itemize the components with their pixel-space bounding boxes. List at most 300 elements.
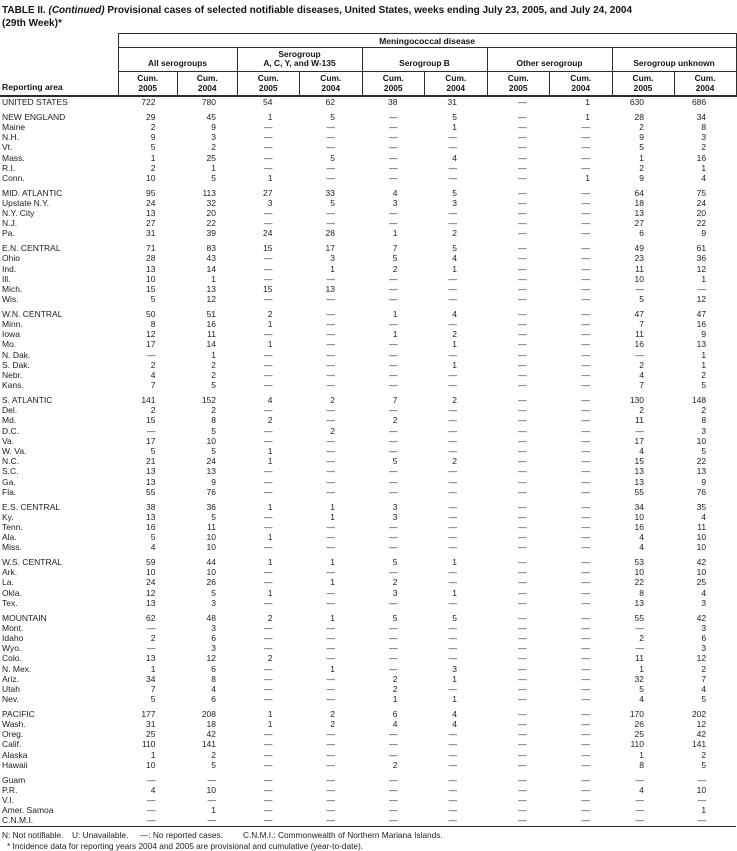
value-cell: 6 (211, 663, 216, 674)
value-cell: — (518, 805, 527, 816)
value-cell: — (448, 283, 457, 294)
value-cell: — (581, 446, 590, 456)
value-cell: — (581, 329, 590, 340)
value-cell: — (581, 521, 590, 532)
value-cell: — (518, 622, 527, 633)
value-cell: — (581, 319, 590, 330)
value-cell: 5 (639, 683, 644, 694)
value-cell: 29 (146, 111, 156, 122)
value-cell: — (518, 683, 527, 694)
value-cell: 1 (392, 308, 398, 319)
value-cell: — (518, 673, 527, 684)
reporting-area-cell: N.C. (2, 456, 19, 467)
value-cell: — (147, 643, 156, 654)
value-cell: — (581, 435, 590, 446)
value-cell: 1 (150, 749, 156, 760)
value-cell: 32 (206, 197, 216, 208)
table-row (0, 173, 736, 183)
value-cell: 49 (634, 243, 644, 254)
value-cell: 13 (206, 283, 216, 294)
value-cell: 1 (330, 511, 335, 522)
value-cell: — (389, 532, 398, 543)
value-cell: 1 (267, 501, 273, 512)
footnotes (0, 830, 737, 851)
value-cell: — (612, 815, 674, 826)
value-cell: — (326, 749, 335, 760)
value-cell: — (389, 597, 398, 608)
value-cell: — (581, 456, 590, 467)
value-cell: — (326, 162, 335, 173)
value-cell: 2 (392, 673, 398, 684)
reporting-area-cell: Pa. (2, 228, 15, 239)
value-cell: 25 (634, 729, 644, 740)
value-cell: — (326, 774, 335, 785)
value-cell: 5 (452, 111, 457, 122)
value-cell: — (326, 456, 335, 467)
value-cell: — (518, 759, 527, 770)
value-cell: — (264, 511, 273, 522)
value-cell: 3 (701, 622, 707, 633)
value-cell: — (264, 142, 273, 153)
value-cell: — (448, 643, 457, 654)
table-row (0, 370, 736, 380)
value-cell: 10 (634, 273, 644, 284)
value-cell: — (581, 208, 590, 219)
table-row (0, 339, 736, 349)
value-cell: 10 (146, 172, 156, 183)
value-cell: — (581, 132, 590, 143)
reporting-area-cell: Guam (2, 774, 26, 785)
value-cell: — (518, 784, 527, 795)
value-cell: — (518, 218, 527, 229)
value-cell: 13 (634, 208, 644, 219)
value-cell: 6 (392, 708, 398, 719)
value-cell: 13 (146, 476, 156, 487)
value-cell: — (518, 501, 527, 512)
value-cell: — (581, 273, 590, 284)
value-cell: 1 (330, 557, 335, 568)
value-cell: 5 (392, 612, 398, 623)
value-cell: — (264, 486, 273, 497)
value-cell: 22 (696, 456, 707, 467)
value-cell: — (635, 805, 644, 816)
value-cell: 2 (701, 370, 707, 381)
cum-year-header: Cum. 2004 (178, 72, 238, 97)
value-cell: 16 (696, 319, 707, 330)
value-cell: — (697, 283, 707, 294)
value-cell: — (264, 121, 273, 132)
reporting-area-cell: La. (2, 577, 14, 588)
value-cell: 6 (701, 632, 707, 643)
value-cell: — (326, 597, 335, 608)
cum-year-header: Cum. 2005 (237, 72, 300, 97)
value-cell: 1 (452, 557, 457, 568)
value-cell: 1 (330, 612, 335, 623)
value-cell: — (518, 739, 527, 750)
value-cell: 7 (701, 673, 707, 684)
reporting-area-cell: N. Dak. (2, 349, 31, 360)
value-cell: — (448, 319, 457, 330)
value-cell: — (264, 208, 273, 219)
value-cell: 5 (150, 294, 156, 305)
value-cell: 2 (452, 228, 457, 239)
table-row (0, 729, 736, 739)
value-cell: 47 (634, 308, 644, 319)
value-cell: — (518, 415, 527, 426)
table-row (0, 426, 736, 436)
value-cell: 31 (146, 719, 156, 730)
value-cell: 2 (392, 415, 398, 426)
value-cell: — (326, 567, 335, 578)
value-cell: 64 (634, 187, 644, 198)
table-row (0, 557, 736, 567)
table-row (0, 512, 736, 522)
value-cell: — (518, 132, 527, 143)
value-cell: 2 (150, 162, 156, 173)
value-cell: — (326, 319, 335, 330)
value-cell: 7 (639, 380, 644, 391)
table-row (0, 309, 736, 319)
value-cell: 5 (701, 380, 707, 391)
value-cell: 2 (701, 663, 707, 674)
value-cell: — (635, 643, 644, 654)
value-cell: — (518, 162, 527, 173)
table-row (0, 264, 736, 274)
value-cell: 141 (141, 394, 156, 405)
table-row (0, 487, 736, 497)
value-cell: 2 (639, 121, 644, 132)
value-cell: 1 (585, 97, 590, 107)
value-cell: — (581, 567, 590, 578)
reporting-area-cell: Miss. (2, 542, 22, 553)
value-cell: 208 (201, 708, 216, 719)
value-cell: — (389, 132, 398, 143)
value-cell: 20 (696, 208, 707, 219)
value-cell: 5 (330, 152, 335, 163)
value-cell: — (448, 805, 457, 816)
value-cell: — (448, 795, 457, 805)
value-cell: 59 (146, 557, 156, 568)
value-cell: — (147, 805, 156, 816)
value-cell: — (264, 795, 273, 805)
value-cell: 4 (701, 511, 707, 522)
value-cell: — (326, 653, 335, 664)
value-cell: — (389, 486, 398, 497)
value-cell: 34 (634, 501, 644, 512)
reporting-area-cell: MID. ATLANTIC (2, 187, 63, 198)
value-cell: — (518, 774, 527, 785)
value-cell: 1 (150, 663, 156, 674)
value-cell: 5 (211, 587, 216, 598)
reporting-area-cell: Wis. (2, 294, 19, 305)
value-cell: 12 (206, 653, 216, 664)
value-cell: 1 (452, 359, 457, 370)
value-cell: 36 (696, 253, 707, 264)
value-cell: 1 (392, 329, 398, 340)
value-cell: 152 (201, 394, 216, 405)
table-row (0, 163, 736, 173)
value-cell: — (264, 349, 273, 360)
value-cell: — (326, 349, 335, 360)
value-cell: — (518, 466, 527, 477)
value-cell: 45 (206, 111, 216, 122)
value-cell: 141 (201, 739, 216, 750)
value-cell: 3 (211, 132, 216, 143)
value-cell: 17 (325, 243, 335, 254)
value-cell: — (389, 653, 398, 664)
value-cell: 1 (267, 339, 273, 350)
value-cell: — (147, 425, 156, 436)
reporting-area-cell: Ark. (2, 567, 18, 578)
cum-year-header: Cum. 2004 (300, 72, 363, 97)
value-cell: — (448, 577, 457, 588)
column-group-header: Serogroup unknown (612, 48, 736, 72)
column-group-header: All serogroups (118, 48, 237, 72)
value-cell: — (581, 784, 590, 795)
value-cell: — (581, 370, 590, 381)
value-cell: — (550, 815, 613, 826)
value-cell: — (581, 142, 590, 153)
value-cell: 4 (150, 370, 156, 381)
table-row (0, 694, 736, 704)
value-cell: 31 (447, 97, 457, 107)
value-cell: 1 (701, 349, 707, 360)
reporting-area-cell: Ohio (2, 253, 20, 264)
table-row (0, 643, 736, 653)
value-cell: — (264, 597, 273, 608)
title-continued: (Continued) (48, 5, 105, 16)
value-cell: 2 (639, 162, 644, 173)
value-cell: 9 (701, 476, 707, 487)
value-cell: — (362, 815, 425, 826)
value-cell: 2 (330, 425, 335, 436)
table-row (0, 664, 736, 674)
value-cell: 1 (585, 111, 590, 122)
value-cell: — (326, 739, 335, 750)
disease-group-header: Meningococcal disease (118, 34, 736, 48)
value-cell: 1 (150, 152, 156, 163)
value-cell: 13 (146, 597, 156, 608)
value-cell: — (389, 774, 398, 785)
value-cell: 26 (206, 577, 216, 588)
value-cell: 148 (691, 394, 707, 405)
value-cell: — (518, 577, 527, 588)
value-cell: — (389, 380, 398, 391)
value-cell: — (518, 435, 527, 446)
value-cell: — (518, 283, 527, 294)
table-row (0, 674, 736, 684)
value-cell: — (264, 359, 273, 370)
value-cell: 141 (691, 739, 707, 750)
value-cell: — (697, 795, 707, 805)
value-cell: 2 (392, 683, 398, 694)
title-line1 (2, 5, 632, 16)
value-cell: — (448, 729, 457, 740)
value-cell: 12 (146, 329, 156, 340)
value-cell: — (326, 294, 335, 305)
value-cell: — (581, 622, 590, 633)
value-cell: — (581, 294, 590, 305)
value-cell: 10 (206, 532, 216, 543)
value-cell: 4 (639, 694, 644, 705)
value-cell: 110 (141, 739, 156, 750)
value-cell: — (326, 521, 335, 532)
value-cell: — (326, 784, 335, 795)
value-cell: 6 (211, 632, 216, 643)
value-cell: 2 (211, 142, 216, 153)
value-cell: 2 (267, 653, 273, 664)
reporting-area-cell: Calif. (2, 739, 22, 750)
value-cell: 13 (206, 466, 216, 477)
value-cell: — (389, 643, 398, 654)
table-row (0, 522, 736, 532)
value-cell: 1 (452, 121, 457, 132)
value-cell: — (518, 795, 527, 805)
value-cell: — (264, 622, 273, 633)
value-cell: 38 (146, 501, 156, 512)
value-cell: — (581, 197, 590, 208)
value-cell: — (448, 511, 457, 522)
value-cell: 2 (330, 394, 335, 405)
reporting-area-cell: Del. (2, 405, 18, 416)
footnote-legend (0, 830, 737, 840)
value-cell: — (581, 511, 590, 522)
reporting-area-cell: Md. (2, 415, 17, 426)
value-cell: — (264, 632, 273, 643)
value-cell: — (448, 142, 457, 153)
value-cell: 38 (388, 97, 398, 107)
value-cell: 3 (392, 197, 398, 208)
value-cell: — (518, 521, 527, 532)
value-cell: — (326, 435, 335, 446)
value-cell: — (581, 774, 590, 785)
value-cell: 28 (325, 228, 335, 239)
value-cell: 31 (146, 228, 156, 239)
value-cell: 5 (150, 694, 156, 705)
table-row (0, 613, 736, 623)
value-cell: 3 (211, 597, 216, 608)
table-row (0, 502, 736, 512)
value-cell: — (264, 673, 273, 684)
reporting-area-cell: Ariz. (2, 673, 19, 684)
value-cell: 4 (452, 719, 457, 730)
value-cell: 12 (696, 719, 707, 730)
value-cell: — (518, 243, 527, 254)
value-cell: 113 (202, 187, 216, 198)
reporting-area-cell: Colo. (2, 653, 22, 664)
value-cell: 26 (634, 719, 644, 730)
value-cell: — (581, 263, 590, 274)
value-cell: 3 (701, 132, 707, 143)
reporting-area-cell: Tex. (2, 597, 18, 608)
value-cell: — (581, 739, 590, 750)
value-cell: — (448, 162, 457, 173)
title-week: (29th Week)* (2, 18, 62, 29)
value-cell: 5 (211, 380, 216, 391)
reporting-area-cell: N.J. (2, 218, 18, 229)
reporting-area-cell: Mont. (2, 622, 24, 633)
reporting-area-cell: Ill. (2, 273, 11, 284)
value-cell: 1 (211, 805, 216, 816)
value-cell: 24 (146, 197, 156, 208)
value-cell: — (518, 253, 527, 264)
value-cell: 1 (211, 273, 216, 284)
value-cell: 8 (150, 319, 156, 330)
value-cell: 1 (267, 719, 273, 730)
value-cell: — (581, 805, 590, 816)
value-cell: — (389, 805, 398, 816)
reporting-area-cell: Mass. (2, 152, 25, 163)
table-row (0, 294, 736, 304)
value-cell: — (147, 622, 156, 633)
value-cell: 13 (146, 653, 156, 664)
value-cell: 62 (146, 612, 156, 623)
value-cell: — (425, 815, 488, 826)
table-row (0, 360, 736, 370)
value-cell: — (518, 653, 527, 664)
value-cell: 7 (150, 380, 156, 391)
reporting-area-cell: Va. (2, 435, 15, 446)
value-cell: — (264, 435, 273, 446)
reporting-area-cell: Tenn. (2, 521, 23, 532)
value-cell: — (448, 218, 457, 229)
value-cell: 170 (629, 708, 644, 719)
value-cell: 1 (330, 501, 335, 512)
value-cell: 35 (696, 501, 707, 512)
table-row (0, 477, 736, 487)
value-cell: 1 (330, 663, 335, 674)
reporting-area-cell: S. Dak. (2, 359, 30, 370)
value-cell: 4 (150, 784, 156, 795)
value-cell: 15 (263, 243, 273, 254)
value-cell: — (581, 683, 590, 694)
value-cell: 1 (585, 172, 590, 183)
table-row (0, 785, 736, 795)
value-cell: 10 (696, 435, 707, 446)
cum-year-header: Cum. 2005 (118, 72, 178, 97)
value-cell: — (518, 486, 527, 497)
value-cell: — (581, 359, 590, 370)
table-row (0, 750, 736, 760)
value-cell: 3 (392, 511, 398, 522)
table-row (0, 188, 736, 198)
value-cell: — (389, 339, 398, 350)
value-cell: — (264, 132, 273, 143)
reporting-area-cell: D.C. (2, 425, 19, 436)
value-cell: 14 (206, 339, 216, 350)
value-cell: 3 (211, 643, 216, 654)
value-cell: — (389, 567, 398, 578)
reporting-area-cell: E.S. CENTRAL (2, 501, 61, 512)
value-cell: — (118, 815, 178, 826)
value-cell: — (326, 486, 335, 497)
reporting-area-cell: Wyo. (2, 643, 22, 654)
value-cell: — (389, 729, 398, 740)
value-cell: 9 (701, 228, 707, 239)
value-cell: — (326, 476, 335, 487)
reporting-area-cell: Alaska (2, 749, 28, 760)
value-cell: — (389, 632, 398, 643)
value-cell: 4 (452, 253, 457, 264)
value-cell: 15 (263, 283, 273, 294)
value-cell: 13 (696, 466, 707, 477)
value-cell: — (326, 380, 335, 391)
value-cell: — (581, 476, 590, 487)
value-cell: — (389, 162, 398, 173)
value-cell: — (581, 486, 590, 497)
value-cell: — (264, 253, 273, 264)
reporting-area-cell: N. Mex. (2, 663, 32, 674)
